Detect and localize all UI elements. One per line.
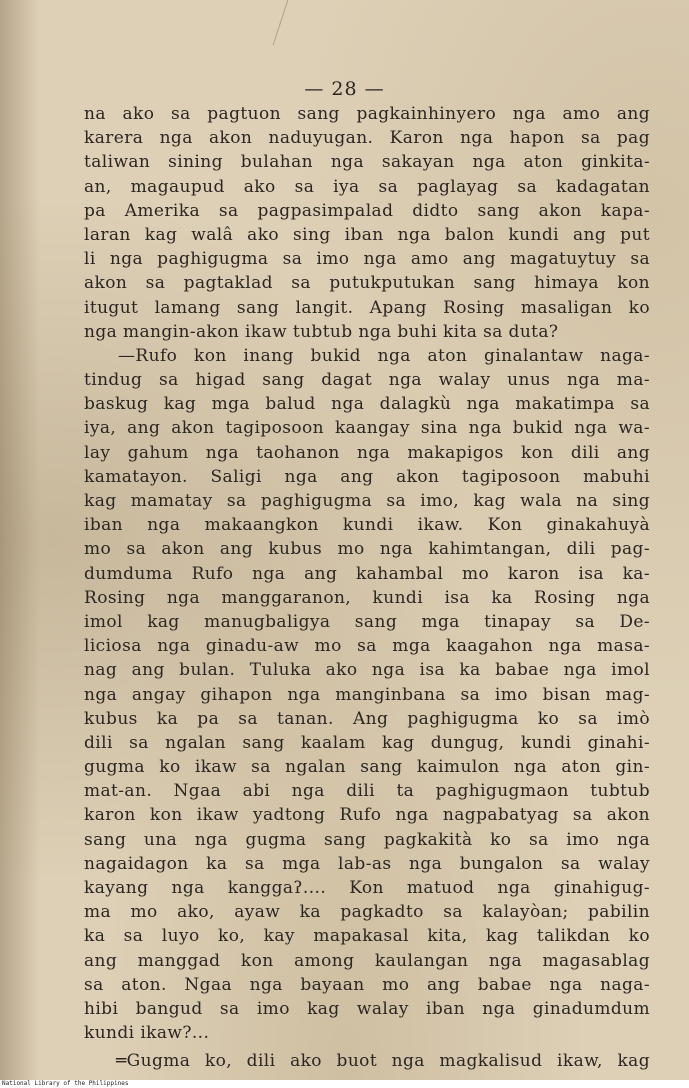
text-line: gugma ko ikaw sa ngalan sang kaimulon nga aton gin- [84,757,650,778]
text-line: itugut lamang sang langit. Apang Rosing masaligan ko [84,297,650,318]
text-line: karera nga akon naduyugan. Karon nga hapon sa pag [84,128,650,149]
text-line: iban nga makaangkon kundi ikaw. Kon ginakahuyà [84,515,650,536]
text-line: ma mo ako, ayaw ka pagkadto sa kalayòan; pabilin [84,902,650,923]
text-line: akon sa pagtaklad sa putukputukan sang himaya kon [84,273,650,294]
text-line: iya, ang akon tagiposoon kaangay sina nga bukid nga wa- [84,418,650,439]
text-line: —Rufo kon inang bukid nga aton ginalantaw naga- [118,345,650,366]
text-line: ang manggad kon among kaulangan nga magasablag [84,950,650,971]
body-text [84,102,650,1074]
text-line: na ako sa pagtuon sang pagkainhinyero nga amo ang [84,104,650,124]
text-line: baskug kag mga balud nga dalagkù nga makatimpa sa [84,394,650,415]
text-line: tindug sa higad sang dagat nga walay unus nga ma- [84,370,650,391]
text-line: nag ang bulan. Tuluka ako nga isa ka babae nga imol [84,660,650,681]
text-line: kamatayon. Saligi nga ang akon tagiposoon mabuhi [84,466,650,487]
text-line: dili sa ngalan sang kaalam kag dungug, kundi ginahi- [84,732,650,753]
text-line: an, magaupud ako sa iya sa paglayag sa kadagatan [84,176,650,197]
text-line: nga angay gihapon nga manginbana sa imo bisan mag- [84,684,650,705]
page-number: — 28 — [304,78,385,100]
text-line: ═Gugma ko, dili ako buot nga magkalisud ikaw, kag [116,1051,650,1072]
text-line: kayang nga kanggaʔ.... Kon matuod nga ginahigug- [84,878,650,898]
text-line: nga mangin-akon ikaw tubtub nga buhi kita sa duta? [84,321,559,342]
text-line: ka sa luyo ko, kay mapakasal kita, kag talikdan ko [84,926,650,947]
text-line: sa aton. Ngaa nga bayaan mo ang babae nga naga- [84,974,650,995]
text-line: karon kon ikaw yadtong Rufo nga nagpabatyag sa akon [84,805,650,826]
text-line: kundi ikaw?... [84,1023,210,1044]
text-line: nagaidagon ka sa mga lab-as nga bungalon sa walay [84,853,650,874]
text-line: pa Amerika sa pagpasimpalad didto sang akon kapa- [84,200,650,221]
text-line: hibi bangud sa imo kag walay iban nga ginadumdum [84,998,650,1019]
text-line: lay gahum nga taohanon nga makapigos kon dili ang [84,442,650,463]
fold-mark [273,0,309,45]
text-line: sang una nga gugma sang pagkakità ko sa imo nga [84,829,650,850]
text-line: laran kag walâ ako sing iban nga balon kundi ang put [84,224,650,245]
text-line: imol kag manugbaligya sang mga tinapay sa De- [84,611,650,632]
text-line: liciosa nga ginadu-aw mo sa mga kaagahon nga masa- [84,636,650,657]
text-line: taliwan sining bulahan nga sakayan nga aton ginkita- [84,152,650,173]
text-line: mat-an. Ngaa abi nga dili ta paghigugmaon tubtub [84,781,650,802]
text-line: kag mamatay sa paghigugma sa imo, kag wala na sing [84,491,650,511]
library-credit: National Library of the Philippines [0,1080,689,1088]
text-line: dumduma Rufo nga ang kahambal mo karon isa ka- [84,563,650,584]
page-edge-stain [0,0,40,1080]
text-line: kubus ka pa sa tanan. Ang paghigugma ko sa imò [84,708,650,729]
text-line: Rosing nga manggaranon, kundi isa ka Rosing nga [84,587,650,608]
text-line: li nga paghigugma sa imo nga amo ang magatuytuy sa [84,249,650,270]
text-line: mo sa akon ang kubus mo nga kahimtangan, dili pag- [84,539,650,560]
